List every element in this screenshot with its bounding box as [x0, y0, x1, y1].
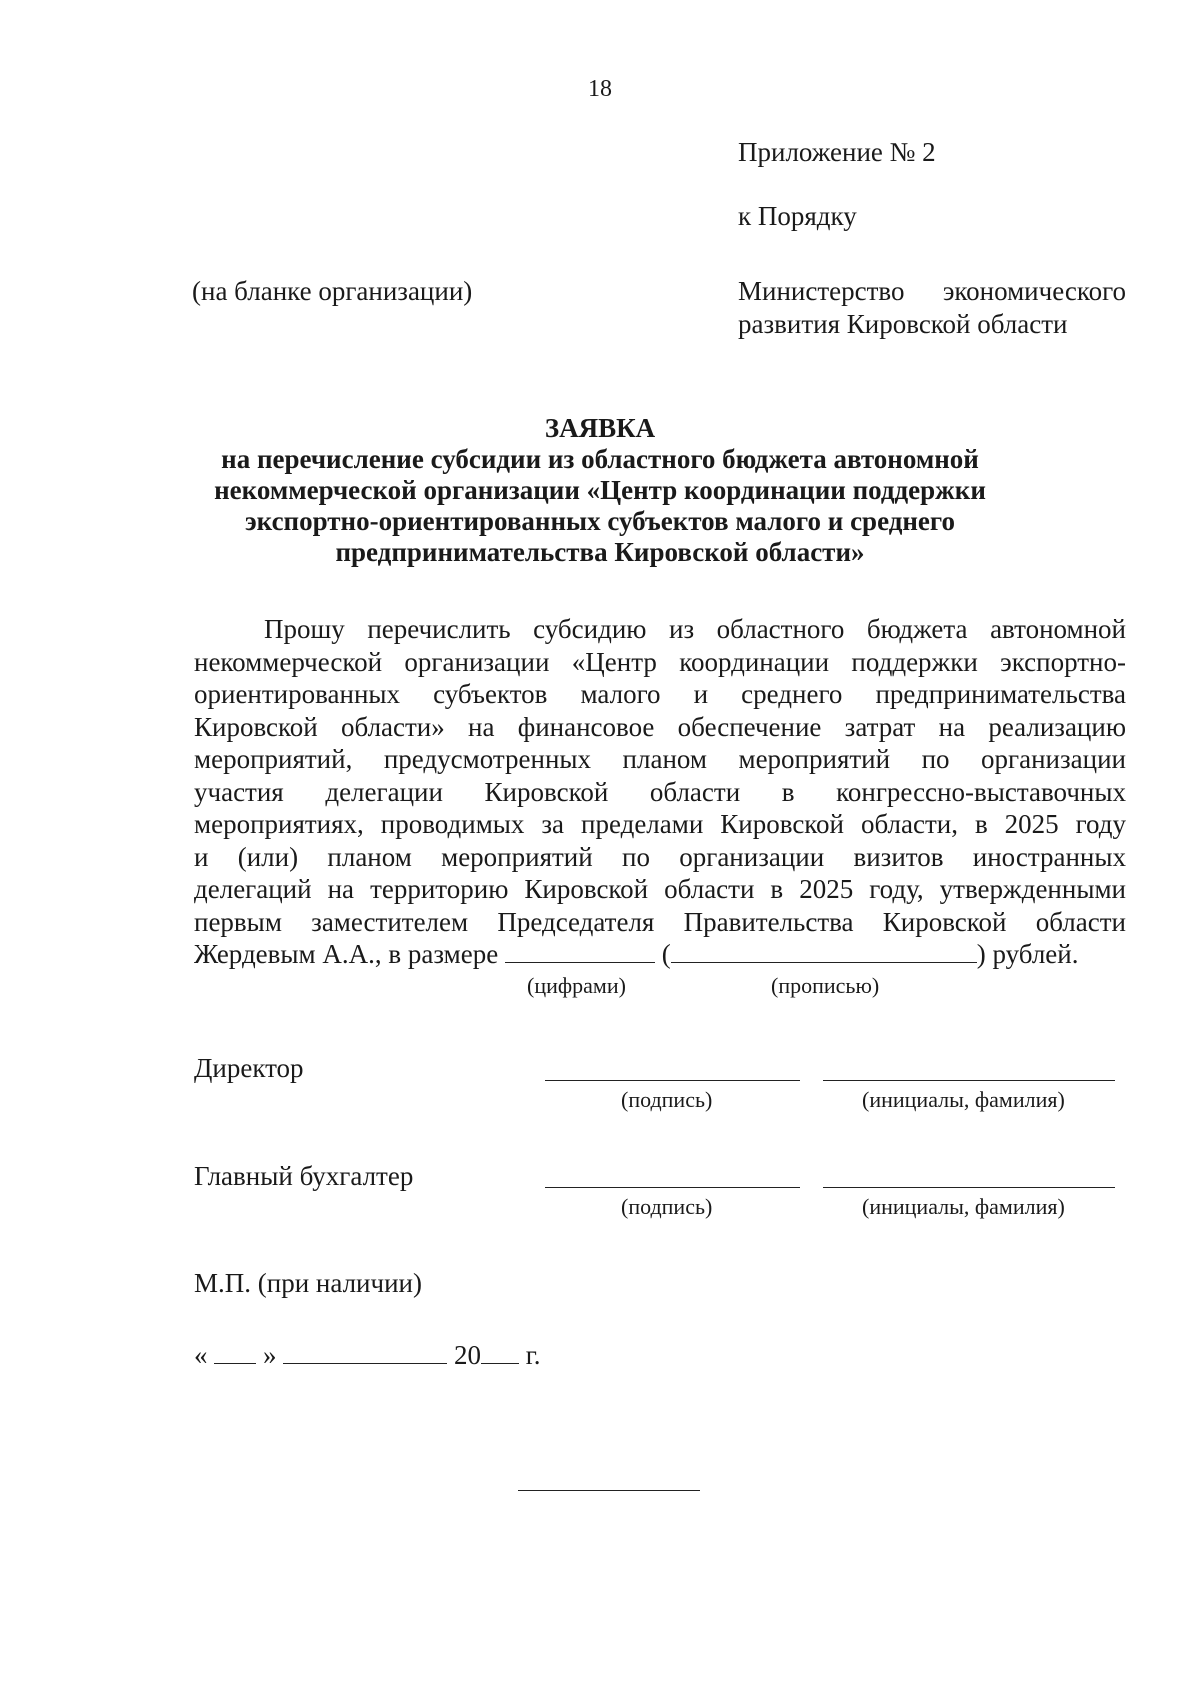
title-line: на перечисление субсидии из областного бюджета автономной: [221, 444, 979, 474]
date-month-field[interactable]: [283, 1339, 447, 1364]
open-paren: (: [661, 939, 671, 969]
body-line: мероприятий, предусмотренных планом мероприятий по организации: [194, 744, 1126, 774]
appendix-number: Приложение № 2: [738, 137, 936, 167]
body-amount-line: [194, 938, 1126, 971]
recipient-line: развития Кировской области: [738, 309, 1068, 339]
chief-accountant-label: Главный бухгалтер: [194, 1161, 414, 1191]
accountant-name-field[interactable]: [823, 1187, 1115, 1188]
date-close-quote: »: [263, 1340, 277, 1370]
stamp-place: М.П. (при наличии): [194, 1268, 422, 1298]
body-line: Кировской области» на финансовое обеспечение затрат на реализацию: [194, 711, 1126, 742]
document-end-rule: [518, 1490, 700, 1491]
date-row: [194, 1339, 541, 1371]
hint-digits: (цифрами): [527, 973, 626, 998]
application-body: [194, 613, 1126, 971]
director-name-field[interactable]: [823, 1080, 1115, 1081]
date-year-field[interactable]: [481, 1339, 519, 1364]
title-line: предпринимательства Кировской области»: [335, 537, 865, 567]
accountant-signature-hint: (подпись): [621, 1194, 713, 1219]
body-line: первым заместителем Председателя Правительства Кировской области: [194, 906, 1126, 937]
date-year-suffix: г.: [525, 1340, 541, 1370]
director-name-hint: (инициалы, фамилия): [862, 1087, 1065, 1112]
accountant-signature-field[interactable]: [545, 1187, 800, 1188]
body-line: и (или) планом мероприятий по организации визитов иностранных: [194, 841, 1126, 872]
body-line: мероприятиях, проводимых за пределами Кировской области, в 2025 году: [194, 809, 1126, 839]
amount-words-field[interactable]: [671, 938, 977, 963]
accountant-name-hint: (инициалы, фамилия): [862, 1194, 1065, 1219]
appendix-reference: к Порядку: [738, 201, 857, 231]
title-line: некоммерческой организации «Центр координации поддержки: [214, 475, 986, 505]
document-title: [0, 413, 1200, 568]
recipient-line: Министерство экономического: [738, 276, 1126, 306]
body-line: некоммерческой организации «Центр координации поддержки экспортно-: [194, 646, 1126, 677]
body-line: делегаций на территорию Кировской области в 2025 году, утвержденными: [194, 874, 1126, 904]
date-open-quote: «: [194, 1340, 208, 1370]
director-signature-field[interactable]: [545, 1080, 800, 1081]
hint-words: (прописью): [771, 973, 880, 998]
amount-suffix: ) рублей.: [976, 939, 1079, 969]
title-heading: ЗАЯВКА: [544, 413, 656, 443]
body-line: ориентированных субъектов малого и среднего предпринимательства: [194, 679, 1126, 709]
date-year-prefix: 20: [454, 1340, 481, 1370]
org-letterhead-note: (на бланке организации): [192, 276, 473, 306]
amount-prefix: Жердевым А.А., в размере: [194, 939, 499, 969]
title-line: экспортно-ориентированных субъектов малого и среднего: [245, 506, 955, 536]
date-day-field[interactable]: [214, 1339, 256, 1364]
director-label: Директор: [194, 1053, 304, 1083]
amount-digits-field[interactable]: [505, 938, 655, 963]
director-signature-hint: (подпись): [621, 1087, 713, 1112]
page-number: 18: [588, 76, 612, 102]
body-line: участия делегации Кировской области в конгрессно-выставочных: [194, 776, 1126, 807]
body-line: Прошу перечислить субсидию из областного бюджета автономной: [264, 614, 1126, 644]
recipient-block: [738, 275, 1126, 341]
